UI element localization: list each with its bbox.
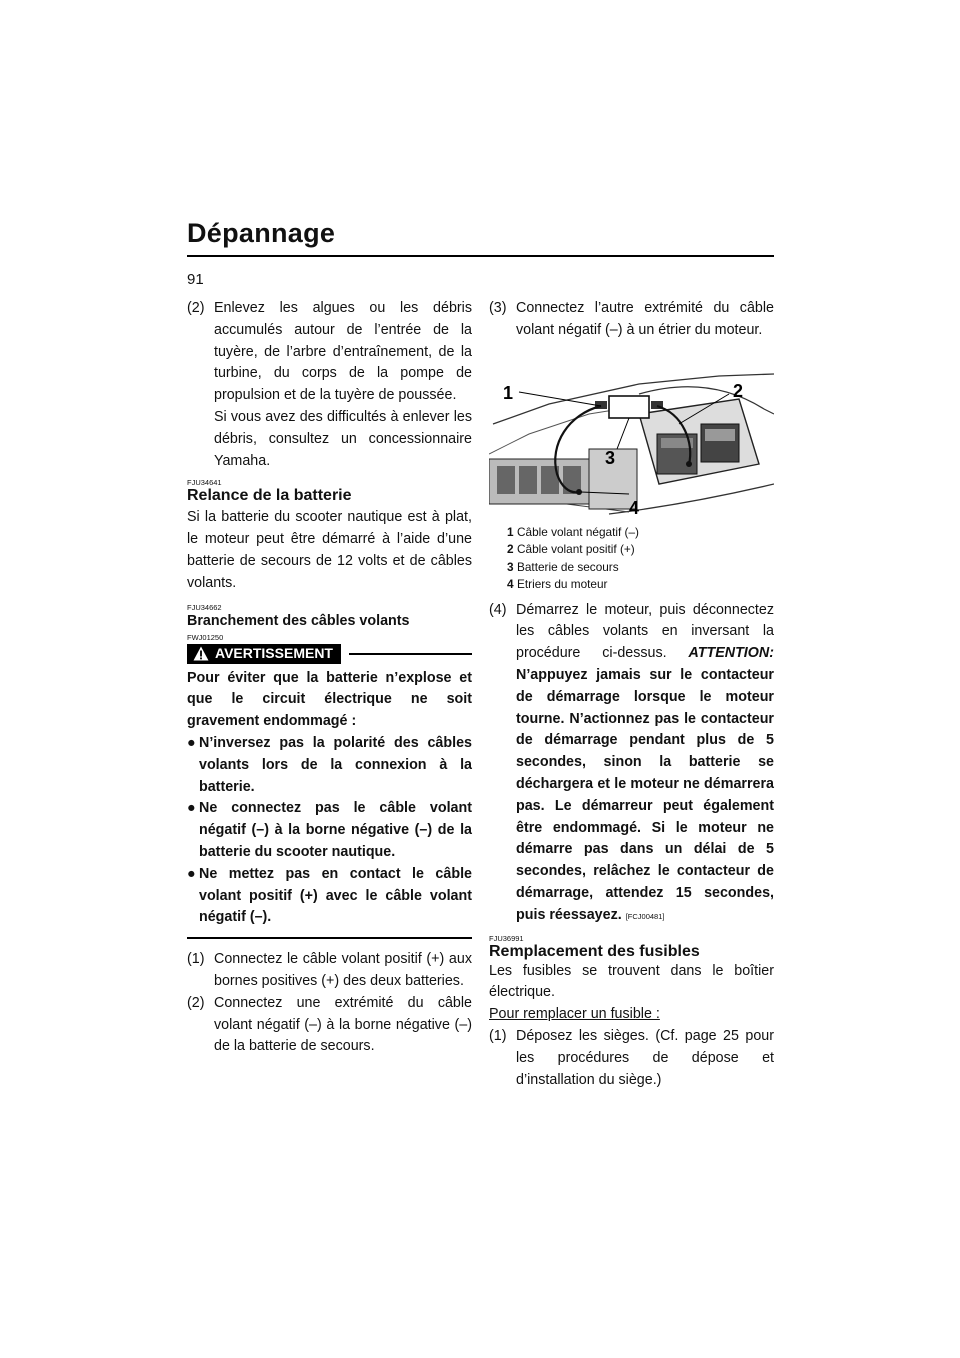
warning-bullet-text: Ne mettez pas en contact le câble volant positif (+) avec le câble volant négatif (–). xyxy=(199,865,472,926)
page-title: Dépannage xyxy=(187,218,336,248)
step-number: (2) xyxy=(187,994,205,1011)
warning-bullet-text: N’inversez pas la polarité des câbles volants lors de la connexion à la batterie. xyxy=(199,734,472,795)
step-number: (1) xyxy=(187,951,205,968)
fuses-paragraph: Les fusibles se trouvent dans le boîtier électrique. xyxy=(489,962,774,1001)
callout-4: 4 xyxy=(629,497,640,518)
right-column xyxy=(489,298,774,1091)
fuse-procedure-subheading: Pour remplacer un fusible : xyxy=(489,1006,660,1023)
step-4-start-engine xyxy=(489,600,774,928)
warning-bullet: ● Ne connectez pas le câble volant négatif (–) à la borne négative (–) de la batterie du scooter nautique. xyxy=(187,798,472,863)
warning-code: FWJ01250 xyxy=(187,632,224,642)
attention-label: ATTENTION: xyxy=(688,645,774,662)
page-number: 91 xyxy=(187,271,204,288)
step-2-connect-negative xyxy=(187,993,472,1058)
battery-paragraph: Si la batterie du scooter nautique est à plat, le moteur peut être démarré à l’aide d’une batterie de secours de 12 volts et de câbles volants. xyxy=(187,509,472,591)
callout-2: 2 xyxy=(733,380,744,401)
warning-badge xyxy=(187,644,341,664)
callout-3: 3 xyxy=(605,447,616,468)
step-number: (1) xyxy=(489,1027,507,1044)
step-text-b: Si vous avez des difficultés à enlever les débris, consultez un concessionnaire Yamaha. xyxy=(214,408,472,469)
jump-cable-illustration xyxy=(489,354,774,520)
warning-label: AVERTISSEMENT xyxy=(215,644,333,661)
subsection-code: FJU34662 xyxy=(187,602,222,612)
step-3-connect-engine xyxy=(489,298,774,342)
step-text: Démarrez le moteur, puis déconnectez les câbles volants en inversant la procédure ci-dessus. xyxy=(516,601,774,662)
attention-code: [FCJ00481] xyxy=(625,911,665,921)
section-heading-battery: Relance de la batterie xyxy=(187,487,352,505)
warning-header xyxy=(187,644,472,664)
step-number: (3) xyxy=(489,300,507,316)
legend-item: 1 Câble volant négatif (–) xyxy=(507,524,639,539)
section-code: FJU34641 xyxy=(187,478,222,488)
warning-end-rule xyxy=(187,937,472,939)
title-rule xyxy=(187,255,774,257)
step-1-connect-positive xyxy=(187,949,472,993)
section-heading-fuses: Remplacement des fusibles xyxy=(489,942,700,960)
step-text: Connectez le câble volant positif (+) aux bornes positives (+) des deux batteries. xyxy=(214,951,472,989)
step-number: (4) xyxy=(489,601,507,618)
legend-item: 2 Câble volant positif (+) xyxy=(507,542,635,557)
step-text: Connectez une extrémité du câble volant négatif (–) à la borne négative (–) de la batterie de secours. xyxy=(214,994,472,1055)
subsection-heading-cables: Branchement des câbles volants xyxy=(187,612,410,629)
warning-bullet-text: Ne connectez pas le câble volant négatif (–) à la borne négative (–) de la batterie du scooter nautique. xyxy=(199,800,472,860)
warning-icon xyxy=(193,646,209,661)
warning-intro: Pour éviter que la batterie n’explose et que le circuit électrique ne soit gravement endommagé : xyxy=(187,669,472,730)
left-column xyxy=(187,298,472,1058)
legend-item: 3 Batterie de secours xyxy=(507,559,619,574)
warning-bullet: ● Ne mettez pas en contact le câble volant positif (+) avec le câble volant négatif (–). xyxy=(187,864,472,929)
step-text: Déposez les sièges. (Cf. page 25 pour les procédures de dépose et d’installation du siège.) xyxy=(516,1027,774,1088)
legend-item: 4 Etriers du moteur xyxy=(507,577,608,592)
step-2-remove-debris xyxy=(187,298,472,472)
attention-text: N’appuyez jamais sur le contacteur de démarrage lorsque le moteur tourne. N’actionnez pas le contacteur de démarrage pendant plus de 5 secondes, sinon la batterie se déchargera et le moteur ne démarrera pas. Le démarreur peut également être endommagé. Si le moteur ne démarre pas dans un délai de 5 secondes, relâchez le contacteur de démarrage, attendez 15 secondes, puis réessayez. xyxy=(516,666,774,923)
callout-1: 1 xyxy=(503,382,514,403)
section-code: FJU36991 xyxy=(489,933,524,943)
figure-legend xyxy=(489,524,774,594)
warning-rule xyxy=(349,653,472,655)
step-number: (2) xyxy=(187,300,205,316)
step-text: Enlevez les algues ou les débris accumulés autour de l’entrée de la tuyère, de l’arbre d’entraînement, de la turbine, du corps de la pompe de propulsion et de la tuyère de poussée. xyxy=(214,300,472,404)
warning-bullet: ● N’inversez pas la polarité des câbles volants lors de la connexion à la batterie. xyxy=(187,733,472,798)
step-1-remove-seats xyxy=(489,1026,774,1091)
step-text: Connectez l’autre extrémité du câble volant négatif (–) à un étrier du moteur. xyxy=(516,300,774,338)
